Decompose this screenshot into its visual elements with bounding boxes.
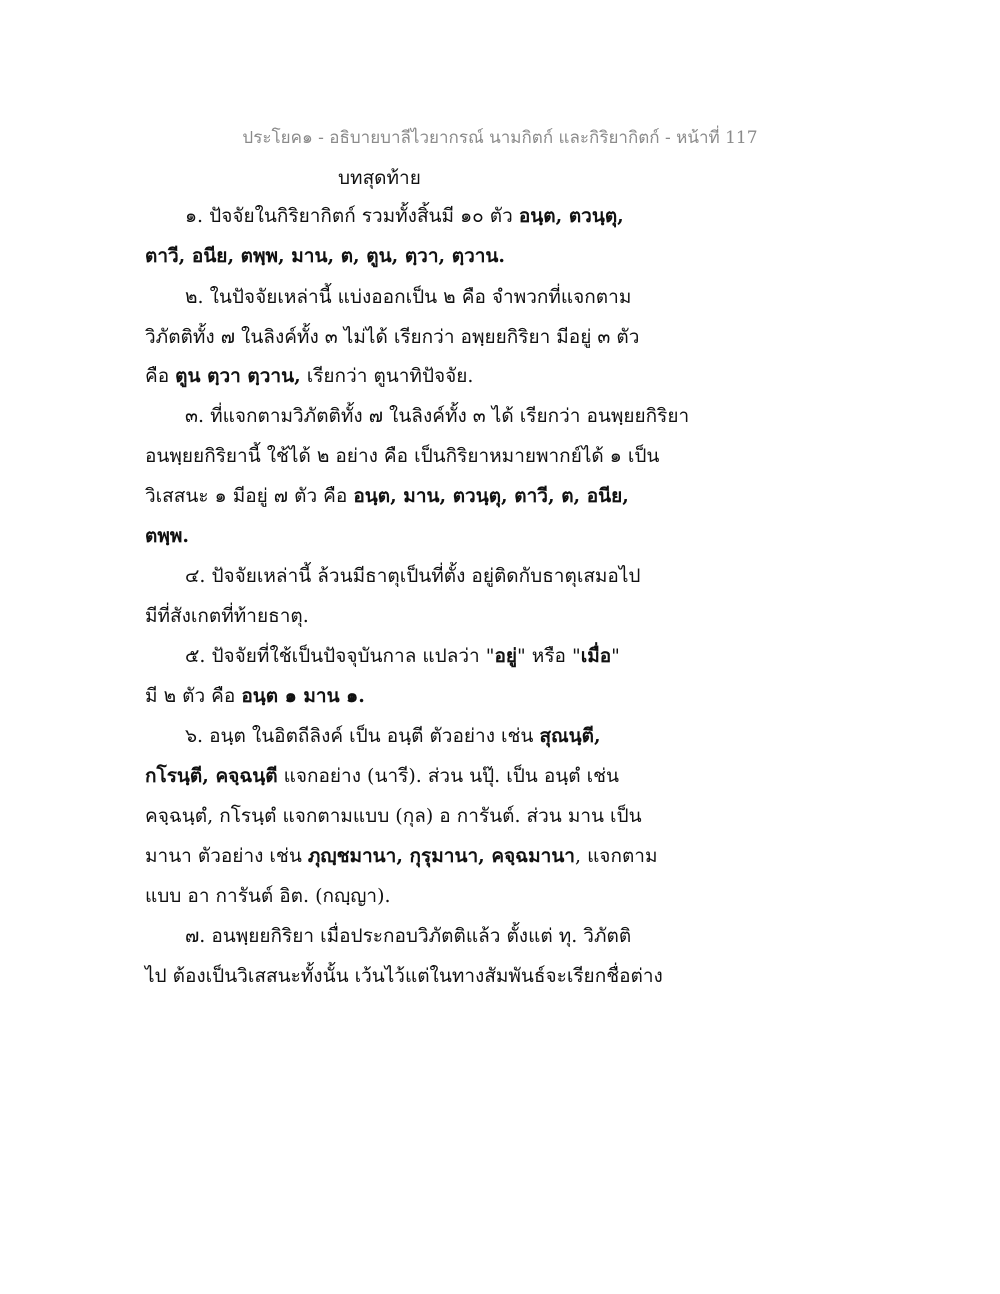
text-run: เรียกว่า ตูนาทิปัจจัย. bbox=[300, 365, 474, 387]
text-run: ไป ต้องเป็นวิเสสนะทั้งนั้น เว้นไว้แต่ในทางสัมพันธ์จะเรียกชื่อต่าง bbox=[145, 965, 663, 987]
text-line bbox=[145, 484, 629, 508]
text-run: " bbox=[611, 645, 620, 667]
bold-term: กโรนฺตี, คจฺฉนฺตี bbox=[145, 765, 278, 787]
text-run: แบบ อา การันต์ อิต. (กญฺญา). bbox=[145, 885, 391, 907]
bold-term: อนฺต ๑ มาน ๑. bbox=[241, 685, 365, 707]
text-run: ๑. ปัจจัยในกิริยากิตก์ รวมทั้งสิ้นมี ๑๐ ตัว bbox=[185, 205, 519, 227]
bold-term: ตพฺพ. bbox=[145, 525, 190, 547]
text-run: ๒. ในปัจจัยเหล่านี้ แบ่งออกเป็น ๒ คือ จำพวกที่แจกตาม bbox=[185, 286, 632, 308]
text-line bbox=[185, 924, 631, 948]
bold-term: ตูน ตฺวา ตฺวาน, bbox=[175, 365, 301, 387]
text-run: มีที่สังเกตที่ท้ายธาตุ. bbox=[145, 605, 309, 627]
bold-term: อยู่ bbox=[494, 645, 518, 667]
bold-term: เมื่อ bbox=[580, 645, 612, 667]
text-run: วิภัตติทั้ง ๗ ในลิงค์ทั้ง ๓ ไม่ได้ เรียกว่า อพฺยยกิริยา มีอยู่ ๓ ตัว bbox=[145, 326, 640, 348]
text-run: มานา ตัวอย่าง เช่น bbox=[145, 845, 308, 867]
text-line bbox=[145, 524, 189, 548]
text-line bbox=[185, 204, 624, 228]
text-line bbox=[145, 364, 473, 388]
text-run: มี ๒ ตัว คือ bbox=[145, 685, 242, 707]
text-run: ๔. ปัจจัยเหล่านี้ ล้วนมีธาตุเป็นที่ตั้ง อยู่ติดกับธาตุเสมอไป bbox=[185, 565, 641, 587]
text-line bbox=[185, 564, 640, 588]
text-line bbox=[145, 604, 309, 628]
text-run: ๕. ปัจจัยที่ใช้เป็นปัจจุบันกาล แปลว่า " bbox=[185, 645, 495, 667]
bold-term: ภุญฺชมานา, กุรุมานา, คจฺฉมานา bbox=[307, 845, 575, 867]
text-line bbox=[185, 724, 601, 748]
bold-term: อนฺต, มาน, ตวนฺตุ, ตาวี, ต, อนีย, bbox=[353, 485, 629, 507]
text-run: แจกอย่าง (นารี). ส่วน นปุ๊. เป็น อนฺตํ เช่น bbox=[277, 765, 619, 787]
text-line bbox=[185, 644, 620, 668]
text-run: วิเสสนะ ๑ มีอยู่ ๗ ตัว คือ bbox=[145, 485, 354, 507]
text-run: อนพฺยยกิริยานี้ ใช้ได้ ๒ อย่าง คือ เป็นกิริยาหมายพากย์ได้ ๑ เป็น bbox=[145, 445, 660, 467]
bold-term: สุณนฺตี, bbox=[539, 725, 601, 747]
text-line bbox=[145, 444, 659, 468]
text-run: ๓. ที่แจกตามวิภัตติทั้ง ๗ ในลิงค์ทั้ง ๓ ได้ เรียกว่า อนพฺยยกิริยา bbox=[185, 405, 690, 427]
bold-term: ตาวี, อนีย, ตพฺพ, มาน, ต, ตูน, ตฺวา, ตฺวาน. bbox=[145, 245, 506, 267]
text-run: " หรือ " bbox=[517, 645, 581, 667]
text-run: คจฺฉนฺตํ, กโรนฺตํ แจกตามแบบ (กุล) อ การันต์. ส่วน มาน เป็น bbox=[145, 805, 642, 827]
text-line bbox=[145, 844, 657, 868]
text-line bbox=[185, 404, 689, 428]
bold-term: อนฺต, ตวนฺตุ, bbox=[518, 205, 624, 227]
text-run: ๗. อนพฺยยกิริยา เมื่อประกอบวิภัตติแล้ว ตั้งแต่ ทุ. วิภัตติ bbox=[185, 925, 632, 947]
text-line bbox=[145, 804, 642, 828]
text-line bbox=[145, 884, 391, 908]
text-run: ๖. อนฺต ในอิตถีลิงค์ เป็น อนฺตี ตัวอย่าง เช่น bbox=[185, 725, 540, 747]
text-line bbox=[185, 285, 631, 309]
text-line bbox=[145, 244, 505, 268]
running-header: ประโยค๑ - อธิบายบาลีไวยากรณ์ นามกิตก์ และกิริยากิตก์ - หน้าที่ 117 bbox=[242, 128, 758, 148]
text-line bbox=[145, 325, 639, 349]
text-line bbox=[145, 764, 619, 788]
text-run: , แจกตาม bbox=[574, 845, 658, 867]
section-title: บทสุดท้าย bbox=[338, 167, 421, 189]
text-run: คือ bbox=[145, 365, 176, 387]
text-line bbox=[145, 964, 663, 988]
text-line bbox=[145, 684, 365, 708]
